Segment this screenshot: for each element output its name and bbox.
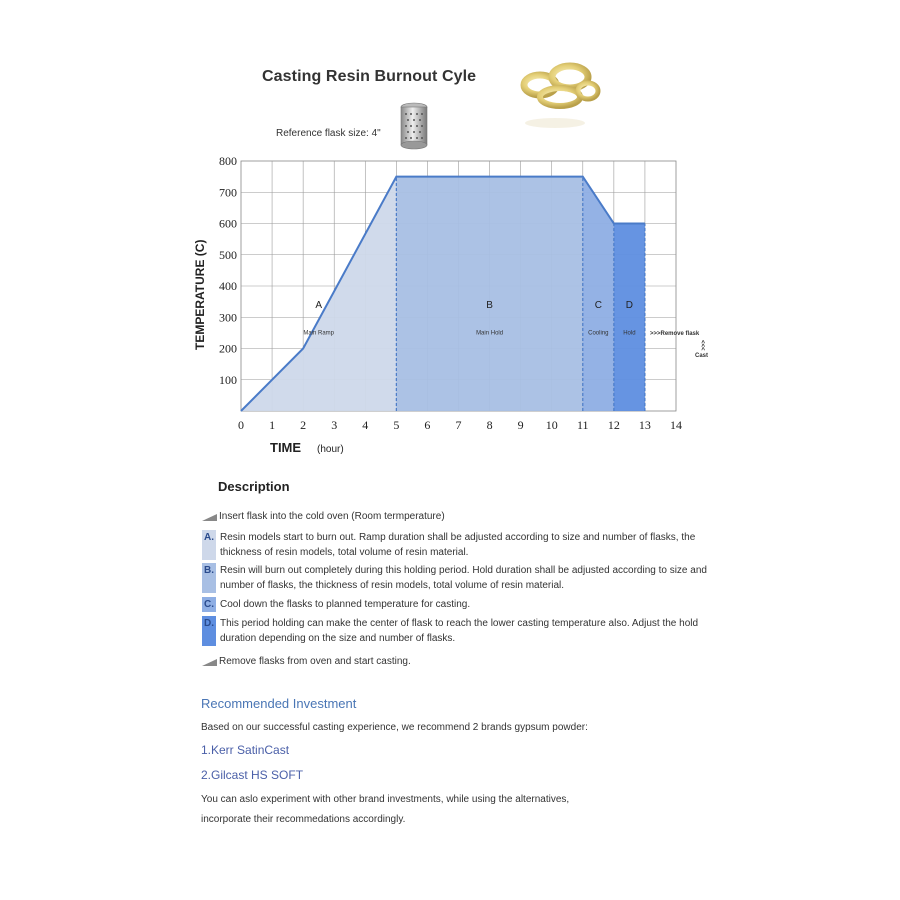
wedge-icon: [202, 514, 217, 521]
x-tick-label: 2: [300, 418, 307, 432]
description-step: [202, 563, 720, 593]
wedge-icon: [202, 659, 217, 666]
phase-letter-b: B: [486, 299, 493, 311]
brand-gilcast: 2.Gilcast HS SOFT: [201, 768, 304, 782]
cast-arrows-note: <<<: [699, 340, 705, 351]
x-tick-label: 11: [577, 418, 589, 432]
y-tick-label: 100: [219, 372, 237, 387]
phase-area-b: [396, 177, 582, 411]
recommended-note-line2: incorporate their recommedations accordingly.: [201, 814, 406, 825]
description-step: [202, 597, 720, 612]
x-tick-label: 1: [269, 418, 276, 432]
y-tick-label: 800: [219, 154, 237, 168]
x-tick-label: 14: [670, 418, 682, 432]
x-tick-label: 8: [486, 418, 493, 432]
phase-name-c: Cooling: [588, 330, 609, 337]
x-tick-label: 12: [607, 418, 620, 432]
flask-image: [398, 102, 430, 152]
y-axis-title: TEMPERATURE (C): [193, 239, 207, 350]
step-label: B.: [202, 563, 216, 593]
step-label: A.: [202, 530, 216, 560]
x-tick-label: 13: [638, 418, 651, 432]
description-step: [202, 616, 720, 646]
description-intro-text: Insert flask into the cold oven (Room termperature): [219, 511, 445, 522]
y-tick-label: 600: [219, 216, 237, 231]
y-tick-label: 500: [219, 247, 237, 262]
x-axis-unit: (hour): [317, 444, 344, 455]
description-intro: [202, 511, 445, 522]
phase-letter-a: A: [315, 299, 323, 311]
step-text: Resin models start to burn out. Ramp duration shall be adjusted according to size and number of flasks, the thickness of resin models, total volume of resin material.: [220, 532, 696, 558]
description-outro-text: Remove flasks from oven and start casting.: [219, 656, 411, 667]
y-tick-label: 200: [219, 341, 237, 356]
reference-flask-label: Reference flask size: 4": [276, 128, 381, 139]
phase-name-d: Hold: [623, 330, 636, 337]
phase-area-d: [614, 224, 645, 412]
step-label: D.: [202, 616, 216, 646]
phase-name-a: Main Ramp: [303, 330, 335, 337]
step-text: This period holding can make the center of flask to reach the lower casting temperature also. Adjust the hold duration depending on the size and number of flasks.: [220, 618, 699, 644]
y-tick-label: 700: [219, 185, 237, 200]
recommended-note-line1: You can aslo experiment with other brand investments, while using the alternatives,: [201, 794, 570, 805]
burnout-chart: [180, 150, 720, 470]
cast-note: Cast: [695, 353, 709, 359]
phase-letter-d: D: [625, 299, 634, 311]
x-tick-label: 7: [455, 418, 462, 432]
step-text: Cool down the flasks to planned temperature for casting.: [220, 599, 471, 610]
remove-flask-note: >>>Remove flask: [650, 331, 700, 337]
x-tick-label: 9: [517, 418, 524, 432]
recommended-heading: Recommended Investment: [201, 696, 357, 711]
brand-kerr: 1.Kerr SatinCast: [201, 743, 290, 757]
x-tick-label: 10: [545, 418, 558, 432]
description-heading: Description: [218, 479, 290, 494]
page-title: Casting Resin Burnout Cyle: [262, 68, 477, 85]
x-tick-label: 6: [424, 418, 431, 432]
y-tick-label: 300: [219, 310, 237, 325]
description-outro: [202, 656, 411, 667]
phase-letter-c: C: [594, 299, 602, 311]
resin-ring-image: [510, 55, 610, 135]
phase-name-b: Main Hold: [476, 330, 504, 337]
y-tick-label: 400: [219, 279, 237, 293]
x-axis-title: TIME: [270, 440, 302, 455]
x-tick-label: 5: [393, 418, 400, 432]
description-step: [202, 530, 720, 560]
x-tick-label: 4: [362, 418, 369, 432]
x-tick-label: 3: [331, 418, 338, 432]
step-label: C.: [204, 599, 214, 610]
step-text: Resin will burn out completely during this holding period. Hold duration shall be adjusted according to size and number of flasks, the thickness of resin models, total volume of resin material.: [220, 565, 707, 591]
recommended-intro: Based on our successful casting experience, we recommend 2 brands gypsum powder:: [201, 722, 588, 733]
x-tick-label: 0: [238, 418, 244, 432]
